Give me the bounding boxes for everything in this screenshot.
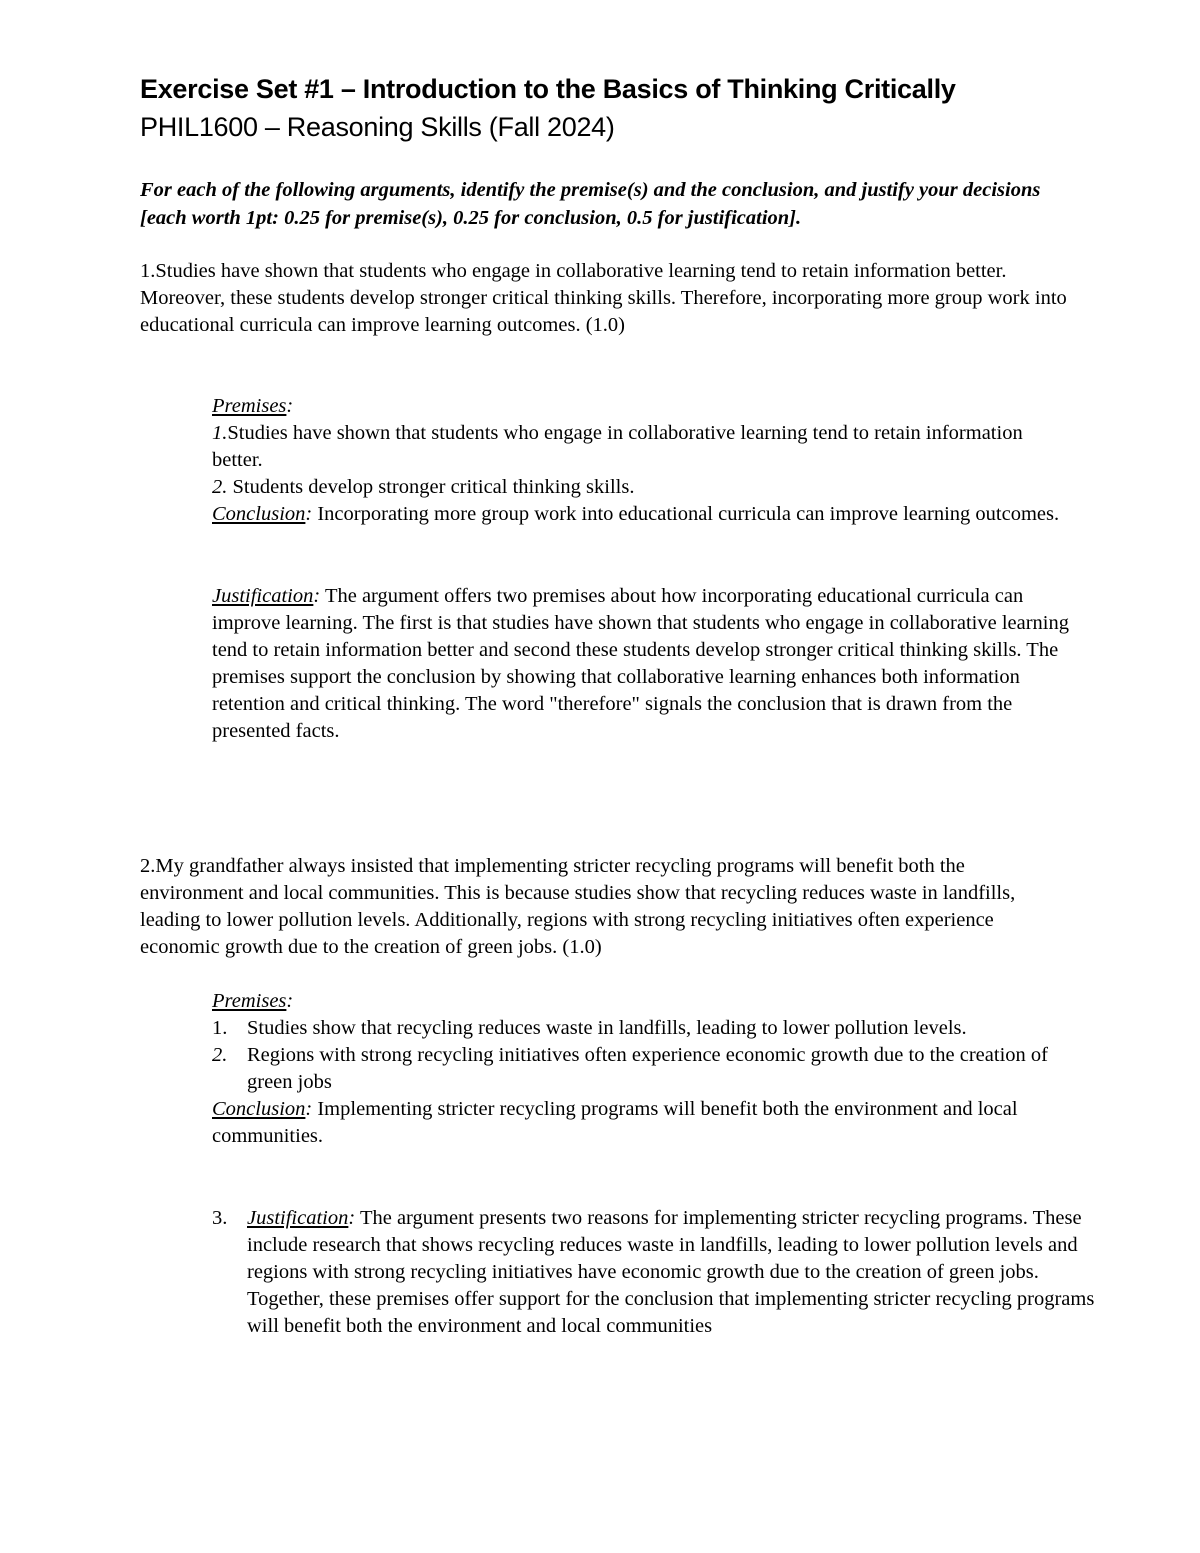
premise-number: 2.	[212, 1044, 228, 1066]
premises-label: Premises	[212, 395, 287, 417]
justification-number: 3.	[212, 1207, 228, 1229]
answer-1	[212, 393, 1072, 528]
premise-text: Studies have shown that students who engage in collaborative learning tend to retain information better.	[212, 422, 1023, 471]
question-1	[140, 258, 1070, 339]
document-subtitle: PHIL1600 – Reasoning Skills (Fall 2024)	[140, 112, 615, 142]
conclusion-label: Conclusion	[212, 1098, 306, 1120]
question-number: 1.	[140, 260, 156, 282]
premise-text: Students develop stronger critical thinking skills.	[227, 476, 635, 498]
premises-heading: Premises:	[212, 990, 294, 1012]
question-text: My grandfather always insisted that implementing stricter recycling programs will benefit both the environment and local communities. This is because studies show that recycling reduces waste in landfills, leading to lower pollution levels. Additionally, regions with strong recycling initiatives often experience economic growth due to the creation of green jobs. (1.0)	[140, 855, 1016, 958]
justification-text: The argument presents two reasons for implementing stricter recycling programs. These include research that shows recycling reduces waste in landfills, leading to lower pollution levels and regions with strong recycling initiatives have economic growth due to the creation of green jobs. Together, these premises offer support for the conclusion that implementing stricter recycling programs will benefit both the environment and local communities	[247, 1207, 1095, 1337]
premise-item	[212, 474, 1072, 501]
premises-heading: Premises:	[212, 395, 294, 417]
answer-2	[212, 988, 1072, 1150]
conclusion: Conclusion: Implementing stricter recycling programs will benefit both the environment and local communities.	[212, 1098, 1018, 1147]
premise-item	[212, 1015, 1072, 1042]
conclusion-text: Implementing stricter recycling programs will benefit both the environment and local communities.	[212, 1098, 1018, 1147]
premise-item	[212, 1042, 1072, 1096]
premise-item	[212, 420, 1072, 474]
justification-label: Justification	[247, 1207, 349, 1229]
justification-label: Justification	[212, 585, 314, 607]
question-2	[140, 853, 1070, 961]
premise-text: Regions with strong recycling initiatives often experience economic growth due to the creation of green jobs	[247, 1044, 1048, 1093]
conclusion-label: Conclusion	[212, 503, 306, 525]
document-title: Exercise Set #1 – Introduction to the Basics of Thinking Critically	[140, 74, 956, 104]
justification-2: 3. Justification: The argument presents two reasons for implementing stricter recycling programs. These include research that shows recycling reduces waste in landfills, leading to lower pollution levels and regions with strong recycling initiatives have economic growth due to the creation of green jobs. Together, these premises offer support for the conclusion that implementing stricter recycling programs will benefit both the environment and local communities	[212, 1207, 1095, 1337]
conclusion-text: Incorporating more group work into educational curricula can improve learning outcomes.	[312, 503, 1060, 525]
question-text: Studies have shown that students who engage in collaborative learning tend to retain information better. Moreover, these students develop stronger critical thinking skills. Therefore, incorporating more group work into educational curricula can improve learning outcomes. (1.0)	[140, 260, 1067, 336]
justification-1: Justification: The argument offers two premises about how incorporating educational curricula can improve learning. The first is that studies have shown that students who engage in collaborative learning tend to retain information better and second these students develop stronger critical thinking skills. The premises support the conclusion by showing that collaborative learning enhances both information retention and critical thinking. The word "therefore" signals the conclusion that is drawn from the presented facts.	[212, 585, 1069, 742]
conclusion: Conclusion: Incorporating more group work into educational curricula can improve learning outcomes.	[212, 503, 1060, 525]
premise-number: 1.	[212, 422, 228, 444]
question-number: 2.	[140, 855, 156, 877]
justification-text: The argument offers two premises about how incorporating educational curricula can improve learning. The first is that studies have shown that students who engage in collaborative learning tend to retain information better and second these students develop stronger critical thinking skills. The premises support the conclusion by showing that collaborative learning enhances both information retention and critical thinking. The word "therefore" signals the conclusion that is drawn from the presented facts.	[212, 585, 1069, 742]
premises-label: Premises	[212, 990, 287, 1012]
premise-number: 2.	[212, 476, 228, 498]
premise-text: Studies show that recycling reduces waste in landfills, leading to lower pollution levels.	[247, 1017, 967, 1039]
premise-number: 1.	[212, 1017, 228, 1039]
instructions: For each of the following arguments, identify the premise(s) and the conclusion, and justify your decisions [each worth 1pt: 0.25 for premise(s), 0.25 for conclusion, 0.5 for justification].	[140, 179, 1041, 229]
